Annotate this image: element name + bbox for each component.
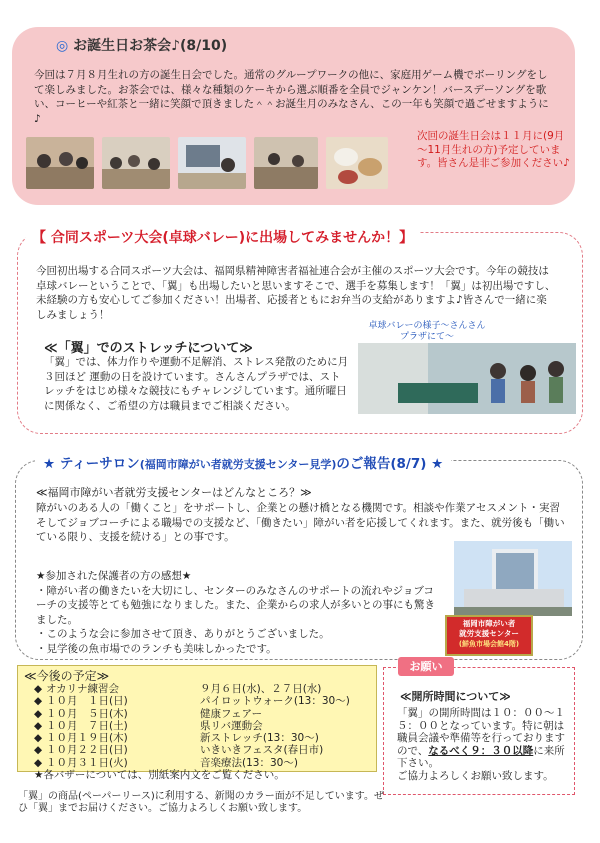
schedule-item: ◆ １０月１９日(木) 新ストレッチ(13：30～): [34, 732, 319, 745]
schedule-item: ◆ １０月 ７日(土) 県リバ運動会: [34, 719, 263, 732]
stretch-heading: ≪「翼」でのストレッチについて≫: [44, 341, 253, 356]
schedule-title: ≪今後の予定≫: [24, 669, 110, 683]
voice-item: ・このような会に参加させて頂き、ありがとうございました。: [36, 628, 330, 640]
stretch-body: 「翼」では、体力作りや運動不足解消、ストレス発散のために月３回ほど 運動の日を設けています。さんさんプラザでは、ストレッチをはじめ様々な競技にもチャレンジしています。通所曜日に関係なく、ご希望の方は職員までご相談ください。: [44, 356, 349, 412]
schedule-item: ◆ １０月２２日(日) いきいきフェスタ(春日市): [34, 744, 324, 757]
center-badge: 福岡市障がい者 就労支援センター (鮮魚市場会館4階): [445, 615, 533, 656]
schedule-note: ★各バザーについては、別紙案内文をご覧ください。: [34, 769, 285, 782]
sports-body: 今回初出場する合同スポーツ大会は、福岡県精神障害者福祉連合会が主催のスポーツ大会です。今年の競技は卓球バレーということで、「翼」も出場したいと思いますそこで、選手を募集します！「翼」は初出場ですし、未経験の方も安心してご参加ください！出場者、応援者ともにお弁当の支給がありますよ♪皆さんで一緒に楽しみましょう！: [36, 265, 556, 321]
star-icon: ★: [431, 456, 444, 472]
table-volleyball-photo: [358, 343, 576, 414]
birthday-title: ◎ お誕生日お茶会♪(8/10): [56, 38, 228, 54]
notice-closing: ご協力よろしくお願い致します。: [397, 769, 554, 782]
schedule-item: ◆ １０月 ５日(木) 健康フェアー: [34, 707, 263, 720]
photo-group: [102, 137, 170, 189]
notice-body: 「翼」の開所時間は１０：００～１５：００となっています。特に朝は職員会議や準備等を行っておりますので、なるべく９：３０以降に来所下さい。 ご協力よろしくお願い致します。: [397, 707, 569, 782]
notice-emphasis: なるべく９：３０以降: [428, 744, 534, 757]
voice-item: ・見学後の魚市場でのランチも美味しかったです。: [36, 642, 277, 655]
schedule-item: ◆ オカリナ練習会 ９月６日(水)、２７日(水): [34, 683, 322, 695]
schedule-list: [34, 683, 374, 781]
circle-mark-icon: ◎: [56, 38, 69, 54]
notice-tab: お願い: [398, 657, 454, 676]
photo-room: [254, 137, 318, 189]
notice-heading: ≪開所時間について≫: [400, 690, 511, 703]
photo-cakes: [326, 137, 388, 189]
tea-salon-title: ★ ティーサロン(福岡市障がい者就労支援センター見学)のご報告(8/7) ★: [35, 452, 451, 472]
photo-game: [178, 137, 246, 189]
voices-title: ★参加された保護者の方の感想★: [36, 570, 192, 582]
birthday-section: [12, 27, 575, 205]
star-icon: ★: [43, 456, 56, 472]
photo-caption: 卓球バレーの様子～さんさんプラザにて～: [368, 321, 486, 342]
center-question: ≪福岡市障がい者就労支援センターはどんなところ？≫: [36, 486, 312, 499]
birthday-body: 今回は７月８月生れの方の誕生日会でした。通常のグループワークの他に、家庭用ゲーム機でボーリングをして楽しみました。お茶会では、様々な種類のケーキから選ぶ順番を全員でジャンケン！バースデーソングを歌い、コーヒーや紅茶と一緒に笑顔で頂きました＾＾お誕生月のみなさん、この一年も笑顔で過ごせますように♪: [34, 69, 549, 125]
next-birthday-note: 次回の誕生日会は１１月に(9月～11月生れの方)予定しています。皆さん是非ご参加ください♪: [417, 130, 570, 169]
center-description: 障がいのある人の「働くこと」をサポートし、企業との懸け橋となる機関です。相談や作業アセスメント・実習そしてジョブコーチによる職場での支援など、「働きたい」障がい者を応援してくれます。また、就労後も「働いている限り、支援を続ける」との事です。: [36, 502, 565, 543]
building-photo: [454, 541, 572, 616]
sports-title: 【 合同スポーツ大会(卓球バレー)に出場してみませんか！】: [26, 227, 419, 247]
photo-bowling: [26, 137, 94, 189]
schedule-item: ◆ １０月 １日(日) パイロットウォーク(13：30～): [34, 695, 350, 708]
footer-note: 「翼」の商品(ペーパーリース)に利用する、新聞のカラー面が不足しています。ぜひ「翼」までお届けください。ご協力よろしくお願い致します。: [18, 791, 385, 814]
schedule-item: ◆ １０月３１日(火) 音楽療法(13：30～): [34, 756, 298, 769]
parent-voices: [36, 569, 436, 656]
voice-item: ・障がい者の働きたいを大切にし、センターのみなさんのサポートの流れやジョブコーチの支援等とても勉強になりました。また、企業からの求人が多いとの事にも驚きました。: [36, 584, 435, 626]
